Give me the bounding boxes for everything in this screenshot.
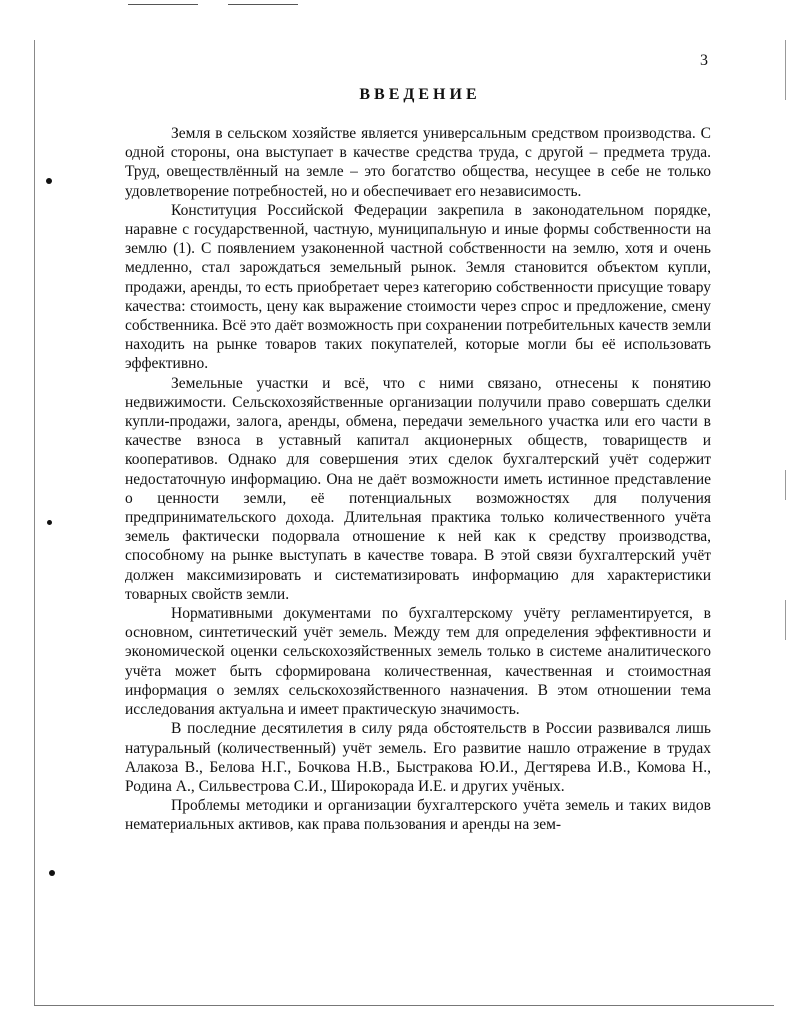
paragraph: Земельные участки и всё, что с ними связано, отнесены к понятию недвижимости. Сельскохозяйственные организации получили право совершать сделки купли-продажи, залога, аренды, обмена, передачи земельного участка или его части в качестве взноса в уставный капитал акционерных обществ, товариществ и кооперативов. Однако для совершения этих сделок бухгалтерский учёт содержит недостаточную информацию. Она не даёт возможности иметь истинное представление о ценности земли, её потенциальных возможностях для получения предпринимательского дохода. Длительная практика только количественного учёта земель фактически подорвала отношение к ней как к средству производства, способному на рынке выступать в качестве товара. В этой связи бухгалтерский учёт должен максимизировать и систематизировать информацию для характеристики товарных свойств земли.	[125, 374, 711, 603]
section-heading: ВВЕДЕНИЕ	[359, 86, 481, 103]
margin-punch-dot	[49, 870, 55, 876]
margin-punch-dot	[47, 520, 52, 525]
top-scan-line-left	[128, 4, 198, 5]
bottom-margin-line	[34, 1005, 774, 1006]
paragraph: Конституция Российской Федерации закрепила в законодательном порядке, наравне с государственной, частную, муниципальную и иные формы собственности на землю (1). С появлением узаконенной частной собственности на землю, хотя и очень медленно, стал зарождаться земельный рынок. Земля становится объектом купли, продажи, аренды, то есть приобретает через категорию собственности присущие товару качества: стоимость, цену как выражение стоимости через спрос и предложение, смену собственника. Всё это даёт возможность при сохранении потребительных качеств земли находить на рынке товаров таких покупателей, которые могли бы её использовать эффективно.	[125, 201, 711, 373]
right-edge-mark	[785, 470, 786, 500]
paragraph: В последние десятилетия в силу ряда обстоятельств в России развивался лишь натуральный (количественный) учёт земель. Его развитие нашло отражение в трудах Алакоза В., Белова Н.Г., Бочкова Н.В., Быстракова Ю.И., Дегтярева И.В., Комова Н., Родина А., Сильвестрова С.И., Широкорада И.Е. и других учёных.	[125, 720, 711, 795]
right-edge-mark	[785, 600, 786, 640]
paragraph: Земля в сельском хозяйстве является универсальным средством производства. С одной стороны, она выступает в качестве средства труда, с другой – предмета труда. Труд, овеществлённый на земле – это богатство общества, несущее в себе не только удовлетворение потребностей, но и обеспечивает его независимость.	[125, 125, 711, 200]
margin-punch-dot	[46, 178, 52, 184]
body-text	[125, 124, 711, 835]
paragraph: Нормативными документами по бухгалтерскому учёту регламентируется, в основном, синтетический учёт земель. Между тем для определения эффективности и экономической оценки сельскохозяйственных земель только в системе аналитического учёта может быть сформирована количественная, качественная и стоимостная информация о землях сельскохозяйственного назначения. В этом отношении тема исследования актуальна и имеет практическую значимость.	[125, 605, 711, 719]
right-edge-mark	[785, 40, 786, 100]
page-number: 3	[700, 52, 708, 69]
left-margin-line	[34, 40, 35, 1005]
top-scan-line-right	[228, 4, 298, 5]
paragraph: Проблемы методики и организации бухгалтерского учёта земель и таких видов нематериальных активов, как права пользования и аренды на зем-	[125, 797, 711, 834]
